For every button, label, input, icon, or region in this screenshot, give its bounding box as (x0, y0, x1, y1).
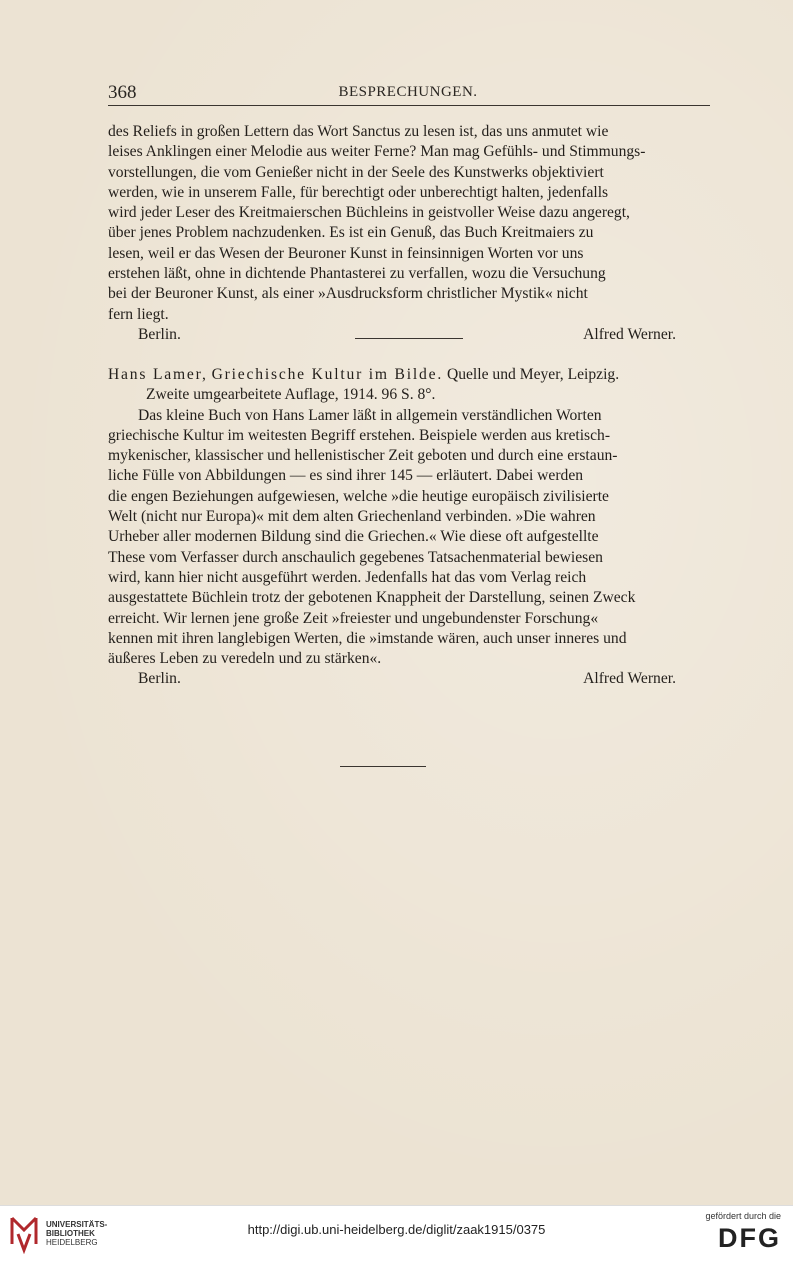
bibliography-line-1 (108, 365, 708, 385)
review-2-line: griechische Kultur im weitesten Begriff erstehen. Beispiele werden aus kretisch- (108, 426, 611, 444)
review-1-line: erstehen läßt, ohne in dichtende Phantasterei zu verfallen, wozu die Versuchung (108, 265, 606, 283)
review-2-line: äußeres Leben zu veredeln und zu stärken«. (108, 650, 382, 668)
signature-author: Alfred Werner. (583, 670, 676, 688)
header-rule (108, 105, 710, 106)
review-2-line: These vom Verfasser durch anschaulich gegebenes Tatsachenmaterial bewiesen (108, 548, 603, 566)
signature-author: Alfred Werner. (583, 325, 676, 343)
signature-place: Berlin. (138, 670, 181, 688)
review-2-line: Das kleine Buch von Hans Lamer läßt in allgemein verständlichen Worten (138, 406, 602, 424)
signature-place: Berlin. (138, 325, 181, 343)
review-2-line: kennen mit ihren langlebigen Werten, die »imstande wären, auch unser inneres und (108, 629, 627, 647)
review-1-line: vorstellungen, die vom Genießer nicht in der Seele des Kunstwerks objektiviert (108, 163, 604, 181)
review-2-signature (108, 669, 708, 690)
page-header (108, 82, 708, 106)
page-number: 368 (108, 82, 137, 103)
review-2-line: liche Fülle von Abbildungen — es sind ihrer 145 — erläutert. Dabei werden (108, 467, 584, 485)
review-1-line: bei der Beuroner Kunst, als einer »Ausdrucksform christlicher Mystik« nicht (108, 285, 588, 303)
review-1-line: lesen, weil er das Wesen der Beuroner Kunst in feinsinnigen Worten vor uns (108, 244, 584, 262)
dfg-logo: DFG (718, 1223, 781, 1253)
permalink-url[interactable]: http://digi.ub.uni-heidelberg.de/diglit/zaak1915/0375 (247, 1222, 546, 1237)
viewer-footer (0, 1205, 793, 1263)
review-2-line: wird, kann hier nicht ausgeführt werden. Jedenfalls hat das vom Verlag reich (108, 568, 587, 586)
review-1-line: über jenes Problem nachzudenken. Es ist ein Genuß, das Buch Kreitmaiers zu (108, 224, 594, 242)
bibliography-line-2: Zweite umgearbeitete Auflage, 1914. 96 S. 8°. (146, 386, 436, 404)
running-title: BESPRECHUNGEN. (338, 84, 478, 100)
review-2-line: mykenischer, klassischer und hellenistischer Zeit geboten und durch eine erstaun- (108, 447, 618, 465)
review-1-line: des Reliefs in großen Lettern das Wort Sanctus zu lesen ist, das uns anmutet wie (108, 123, 609, 140)
review-2-line: Welt (nicht nur Europa)« mit dem alten Griechenland verbinden. »Die wahren (108, 508, 596, 526)
review-2-line: die engen Beziehungen aufgewiesen, welche »die heutige europäisch zivilisierte (108, 487, 609, 505)
section-divider (355, 338, 463, 339)
review-1-line: fern liegt. (108, 305, 169, 323)
review-1-line: werden, wie in unserem Falle, für berechtigt oder unberechtigt halten, jedenfalls (108, 183, 609, 201)
review-2-line: Urheber aller modernen Bildung sind die Griechen.« Wie diese oft aufgestellte (108, 528, 599, 546)
book-author: Hans Lamer, (108, 365, 208, 383)
review-1-signature (108, 325, 708, 346)
review-2-line: ausgestattete Büchlein trotz der gebotenen Knappheit der Darstellung, seinen Zweck (108, 589, 636, 607)
book-title: Griechische Kultur im Bilde. (211, 365, 444, 383)
funder-text: gefördert durch die (705, 1211, 781, 1221)
review-2-line: erreicht. Wir lernen jene große Zeit »freiester und ungebundenster Forschung« (108, 609, 599, 627)
book-publisher: Quelle und Meyer, Leipzig. (446, 365, 620, 383)
review-1-line: leises Anklingen einer Melodie aus weiter Ferne? Man mag Gefühls- und Stimmungs- (108, 143, 646, 161)
review-1-line: wird jeder Leser des Kreitmaierschen Büchleins in geistvoller Weise dazu angeregt, (108, 204, 630, 222)
library-name: UNIVERSITÄTS- BIBLIOTHEK HEIDELBERG (46, 1220, 108, 1247)
funder-block (705, 1211, 781, 1254)
end-divider (340, 766, 426, 767)
page-body (108, 122, 708, 690)
